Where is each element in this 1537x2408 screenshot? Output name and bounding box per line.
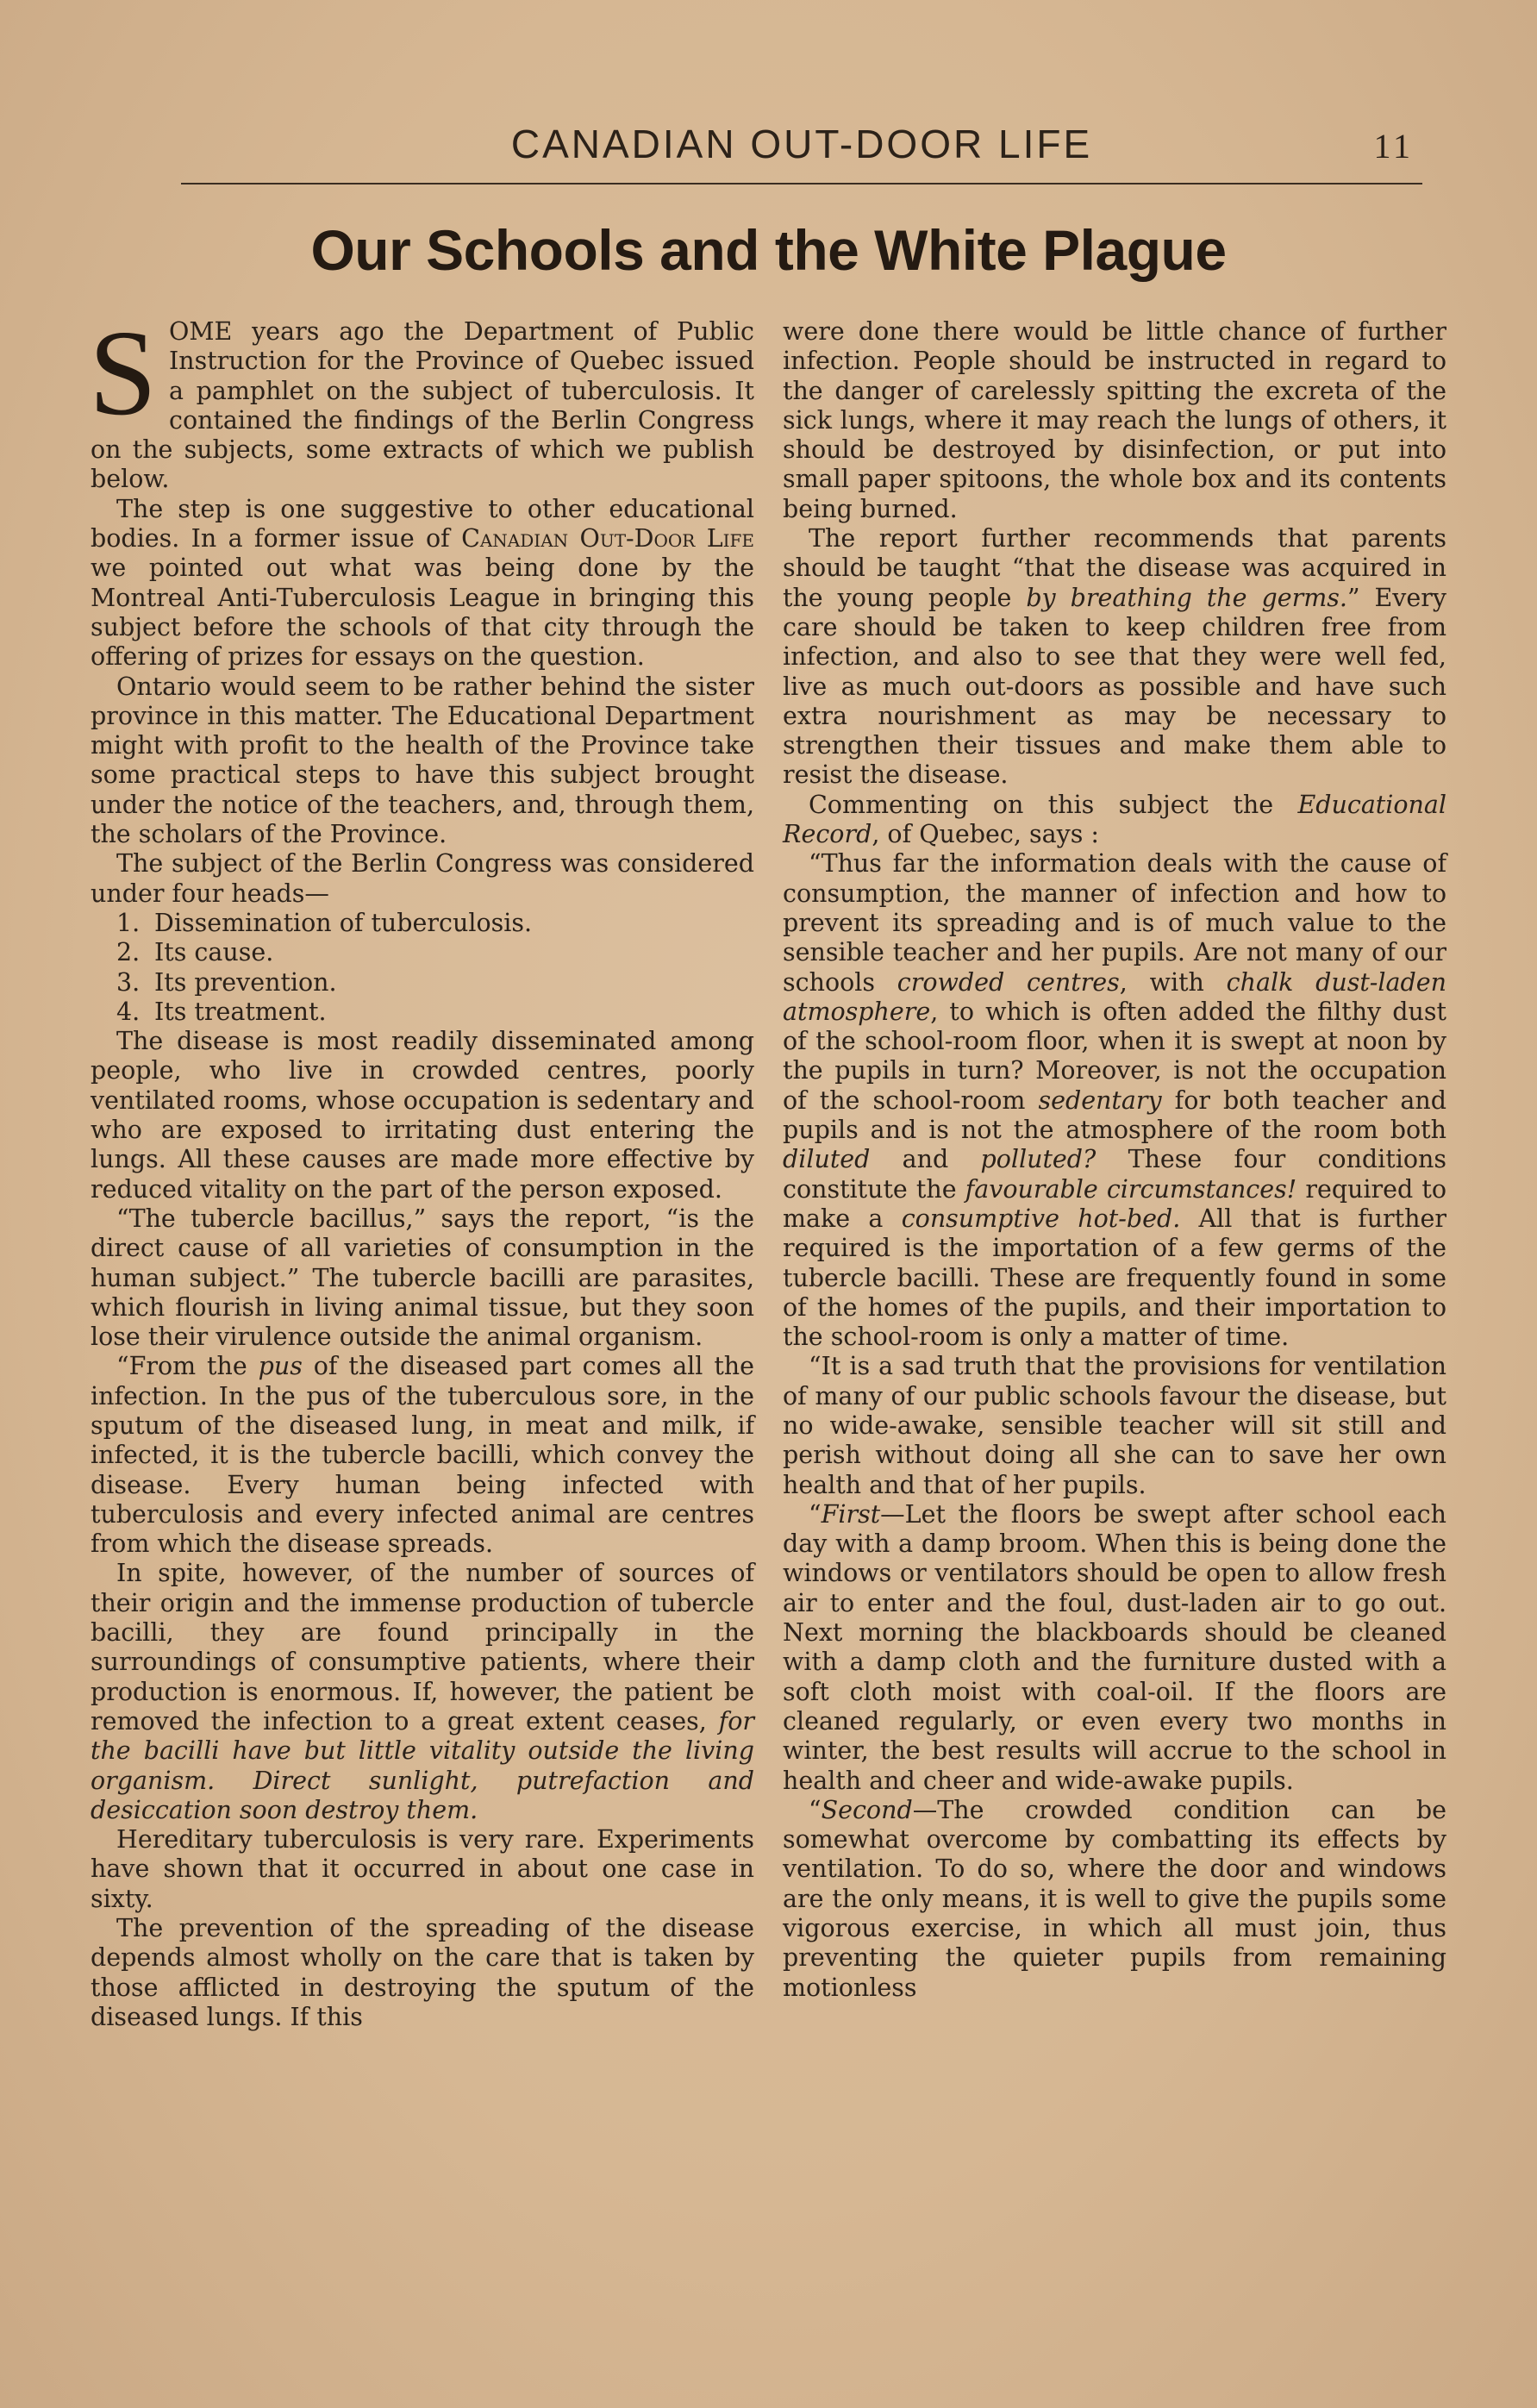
paragraph: The prevention of the spreading of the disease depends almost wholly on the care that is taken by those afflicted in destroying the sputum of the diseased lungs. If this [91, 1914, 754, 2031]
list-item: 4. Its treatment. [116, 997, 327, 1026]
paragraph: “Second—The crowded condition can be somewhat overcome by combatting its effects by ventilation. To do so, where the door and windows are the only means, it is well to give the pupils some vigorous exercise, in which all must join, thus preventing the quieter pupils from remaining motionless [783, 1795, 1446, 2002]
paragraph: Commenting on this subject the Educational Record, of Quebec, says : [783, 790, 1446, 849]
magazine-name: Canadian Out-Door Life [461, 524, 754, 554]
paragraph: SOME years ago the Department of Public Instruction for the Province of Quebec issued a pamphlet on the subject of tuberculosis. It contained the findings of the Berlin Congress on the subjects, some extracts of which we publish below. [89, 304, 754, 494]
paragraph: “The tubercle bacillus,” says the report, “is the direct cause of all varieties of consumption in the human subject.” The tubercle bacilli are parasites, which flourish in living animal tissue, but they soon lose their virulence outside the animal organism. [91, 1204, 754, 1352]
left-column [89, 304, 754, 2032]
header-rule [181, 183, 1422, 185]
page-number: 11 [1373, 127, 1414, 166]
article-title: Our Schools and the White Plague [310, 218, 1227, 282]
paragraph: In spite, however, of the number of sources of their origin and the immense production of tubercle bacilli, they are found principally in the surroundings of consumptive patients, where their production is enormous. If, however, the patient be removed the infection to a great extent ceases, for the bacilli have but little vitality outside the living organism. Direct sunlight, putrefaction and desiccation soon destroy them. [91, 1559, 754, 1824]
drop-cap: S [89, 304, 157, 441]
page-header [172, 121, 1431, 172]
right-column [783, 317, 1446, 2003]
list-item: 1. Dissemination of tuberculosis. [116, 908, 533, 937]
paragraph: Hereditary tuberculosis is very rare. Experiments have shown that it occurred in about one case in sixty. [91, 1825, 754, 1913]
paragraph: were done there would be little chance of further infection. People should be instructed in regard to the danger of carelessly spitting the excreta of the sick lungs, where it may reach the lungs of others, it should be destroyed by disinfection, or put into small paper spitoons, the whole box and its contents being burned. [783, 317, 1446, 523]
paragraph: “First—Let the floors be swept after school each day with a damp broom. When this is being done the windows or ventilators should be open to allow fresh air to enter and the foul, dust-laden air to go out. Next morning the blackboards should be cleaned with a damp cloth and the furniture dusted with a soft cloth moist with coal-oil. If the floors are cleaned regularly, or even every two months in winter, the best results will accrue to the school in health and cheer and wide-awake pupils. [783, 1499, 1446, 1795]
paragraph: “Thus far the information deals with the cause of consumption, the manner of infection and how to prevent its spreading and is of much value to the sensible teacher and her pupils. Are not many of our schools crowded centres, with chalk dust-laden atmosphere, to which is often added the filthy dust of the school-room floor, when it is swept at noon by the pupils in turn? Moreover, is not the occupation of the school-room sedentary for both teacher and pupils and is not the atmosphere of the room both diluted and polluted? These four conditions constitute the favourable circumstances! required to make a consumptive hot-bed. All that is further required is the importation of a few germs of the tubercle bacilli. These are frequently found in some of the homes of the pupils, and their importation to the school-room is only a matter of time. [783, 849, 1447, 1352]
paragraph: The report further recommends that parents should be taught “that the disease was acquired in the young people by breathing the germs.” Every care should be taken to keep children free from infection, and also to see that they were well fed, live as much out-doors as possible and have such extra nourishment as may be necessary to strengthen their tissues and make them able to resist the disease. [783, 524, 1446, 790]
paragraph: Ontario would seem to be rather behind the sister province in this matter. The Educational Department might with profit to the health of the Province take some practical steps to have this subject brought under the notice of the teachers, and, through them, the scholars of the Province. [91, 672, 754, 849]
paragraph: “It is a sad truth that the provisions for ventilation of many of our public schools favour the disease, but no wide-awake, sensible teacher will sit still and perish without doing all she can to save her own health and that of her pupils. [783, 1352, 1446, 1499]
paragraph: The step is one suggestive to other educational bodies. In a former issue of Canadian Out-Door Life we pointed out what was being done by the Montreal Anti-Tuberculosis League in bringing this subject before the schools of that city through the offering of prizes for essays on the question. [91, 494, 754, 672]
paragraph: The subject of the Berlin Congress was considered under four heads— [91, 849, 754, 908]
list-item: 2. Its cause. [116, 938, 274, 967]
paragraph: The disease is most readily disseminated among people, who live in crowded centres, poorly ventilated rooms, whose occupation is sedentary and who are exposed to irritating dust entering the lungs. All these causes are made more effective by reduced vitality on the part of the person exposed. [91, 1027, 754, 1204]
running-title: CANADIAN OUT-DOOR LIFE [510, 122, 1093, 166]
paragraph: “From the pus of the diseased part comes all the infection. In the pus of the tuberculous sore, in the sputum of the diseased lung, in meat and milk, if infected, it is the tubercle bacilli, which convey the disease. Every human being infected with tuberculosis and every infected animal are centres from which the disease spreads. [91, 1352, 754, 1559]
list-item: 3. Its prevention. [116, 967, 337, 997]
heads-list [91, 909, 754, 1027]
